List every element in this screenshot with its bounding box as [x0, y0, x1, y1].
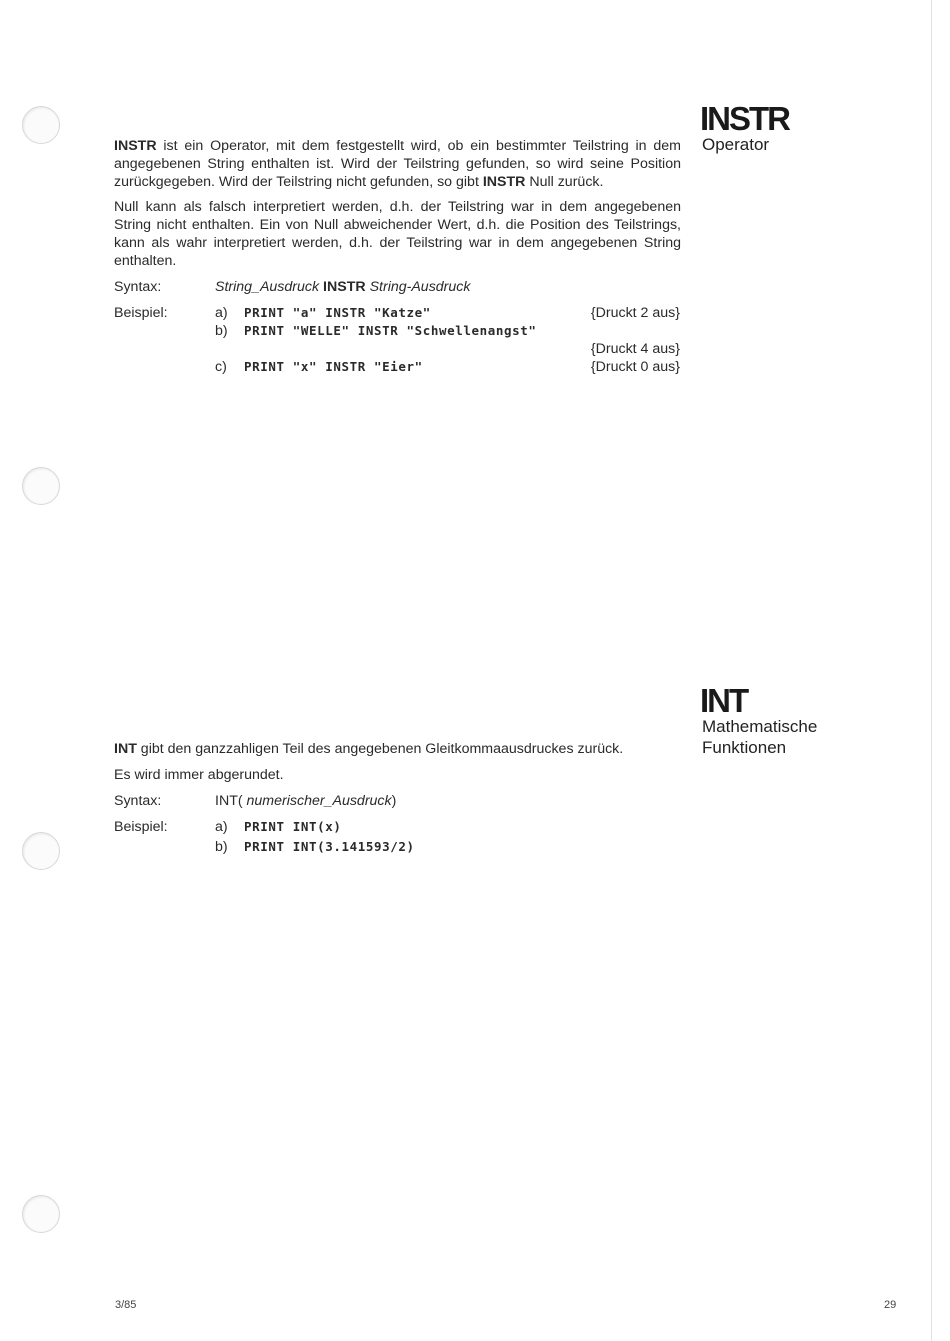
int-example-a-code: PRINT INT(x) — [244, 819, 342, 834]
int-example-a-letter: a) — [215, 819, 228, 835]
int-example-label: Beispiel: — [114, 819, 168, 835]
instr-syntax-label: Syntax: — [114, 279, 162, 295]
instr-example-a-note: {Druckt 2 aus} — [590, 305, 680, 321]
int-syntax-close: ) — [391, 793, 397, 809]
page-number: 29 — [884, 1299, 897, 1311]
instr-kw-2: INSTR — [482, 174, 526, 190]
instr-example-c-note: {Druckt 0 aus} — [590, 359, 680, 375]
int-syntax — [215, 792, 396, 810]
instr-syntax-arg1: String_Ausdruck — [215, 279, 320, 295]
int-kw-1: INT — [114, 741, 137, 757]
int-description — [114, 740, 681, 758]
instr-kw-1: INSTR — [114, 138, 157, 154]
instr-desc-text-2: Null zurück. — [525, 174, 604, 190]
punch-hole-4 — [22, 1195, 60, 1233]
instr-example-a-letter: a) — [215, 305, 228, 321]
footer-date: 3/85 — [115, 1299, 137, 1311]
instr-syntax-arg2: String-Ausdruck — [369, 279, 471, 295]
punch-hole-1 — [22, 106, 60, 144]
int-category-line1: Mathematische — [702, 717, 818, 736]
instr-keyword-heading: INSTR — [700, 100, 789, 137]
int-syntax-open: ( — [237, 793, 247, 809]
instr-category: Operator — [702, 135, 770, 154]
int-desc-text: gibt den ganzzahligen Teil des angegebenen Gleitkommaausdruckes zurück. — [136, 741, 624, 757]
instr-syntax-kw: INSTR — [323, 279, 366, 295]
instr-example-c-code: PRINT "x" INSTR "Eier" — [244, 359, 423, 374]
instr-example-a-code: PRINT "a" INSTR "Katze" — [244, 305, 431, 320]
instr-desc-text-1: ist ein Operator, mit dem festgestellt wird, ob ein bestimmter Teilstring in dem angegebenen String enthalten ist. Wird der Teilstring gefunden, so wird seine Position zurückgegeben. Wird der Teilstring nicht gefunden, so gibt — [114, 138, 681, 190]
instr-example-b-code: PRINT "WELLE" INSTR "Schwellenangst" — [244, 323, 537, 338]
instr-truth-note: Null kann als falsch interpretiert werden, d.h. der Teilstring war in dem angegebenen String nicht enthalten. Ein von Null abweichender Wert, d.h. die Position des Teilstrings, kann als wahr interpretiert werden, d.h. der Teilstring war in dem angegebenen String enthalten. — [114, 199, 681, 269]
int-rounding-note: Es wird immer abgerundet. — [114, 767, 284, 783]
int-keyword-heading: INT — [700, 682, 748, 719]
instr-example-label: Beispiel: — [114, 305, 168, 321]
int-example-b-code: PRINT INT(3.141593/2) — [244, 839, 415, 854]
instr-description — [114, 137, 681, 191]
punch-hole-2 — [22, 467, 60, 505]
instr-example-b-letter: b) — [215, 323, 228, 339]
instr-syntax — [215, 278, 471, 296]
instr-example-b-note: {Druckt 4 aus} — [590, 341, 680, 357]
int-syntax-kw: INT — [215, 793, 238, 809]
int-category-line2: Funktionen — [702, 738, 787, 757]
int-syntax-label: Syntax: — [114, 793, 162, 809]
int-example-b-letter: b) — [215, 839, 228, 855]
instr-example-c-letter: c) — [215, 359, 227, 375]
page-edge-line — [931, 0, 932, 1341]
int-syntax-arg: numerischer_Ausdruck — [246, 793, 392, 809]
punch-hole-3 — [22, 832, 60, 870]
